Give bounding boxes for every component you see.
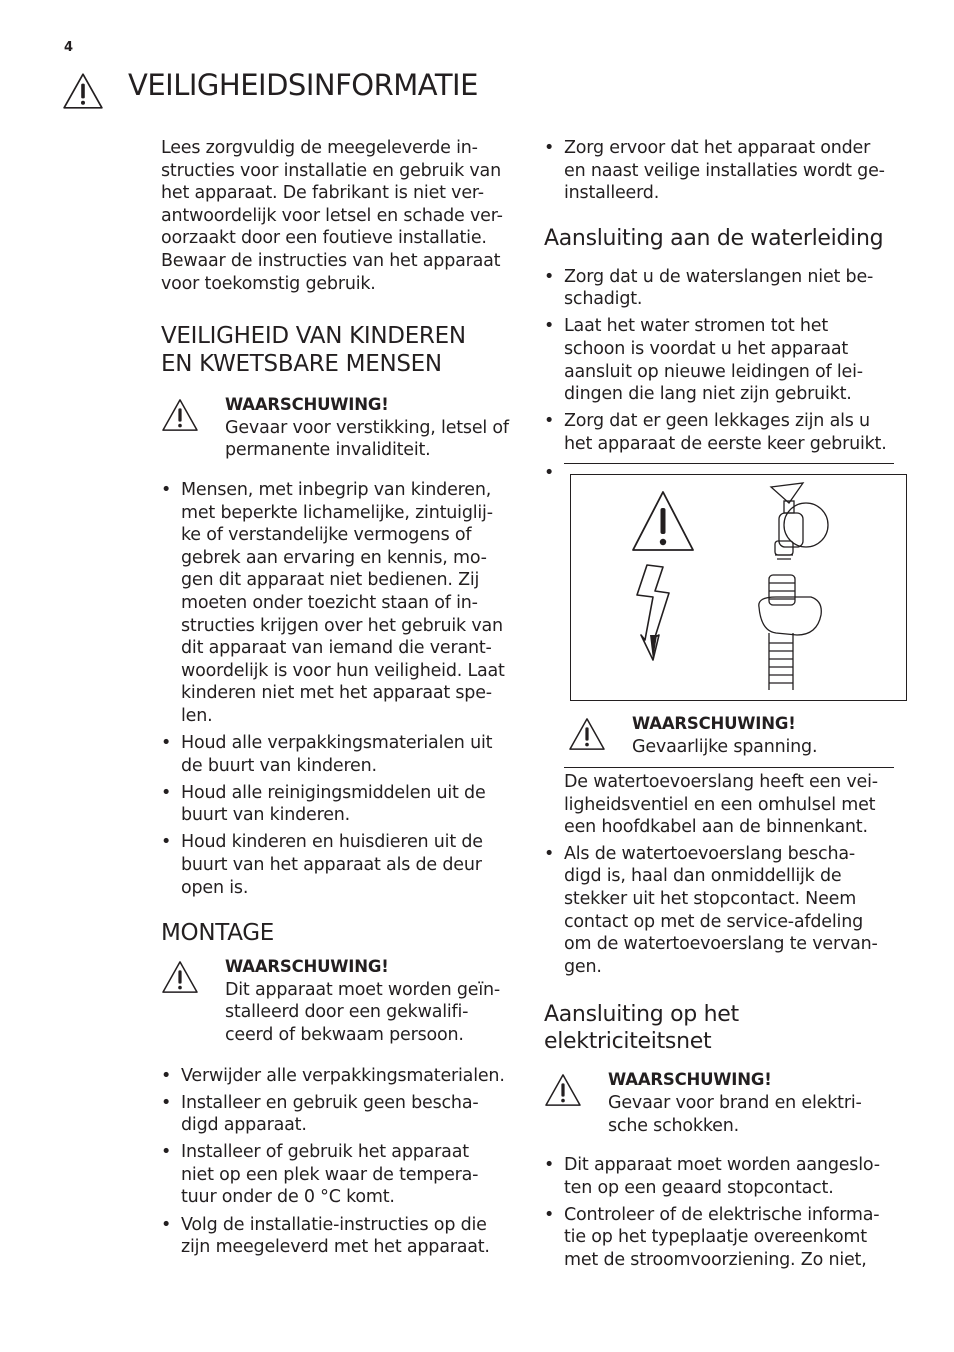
warning-block-electric	[544, 1069, 904, 1137]
list-item: • Zorg dat u de waterslangen niet be- schadigt.	[544, 266, 904, 311]
warning-triangle-icon	[633, 492, 693, 550]
warning-block-voltage	[568, 713, 898, 758]
list-item: • Houd kinderen en huisdieren uit de buurt van het apparaat als de deur open is.	[161, 831, 521, 899]
warning-title: WAARSCHUWING!	[608, 1070, 772, 1090]
intro-paragraph: Lees zorgvuldig de meegeleverde in- structies voor installatie en gebruik van het apparaat. De fabrikant is niet ver- antwoordelijk voor letsel en schade ver- oorzaakt door een foutieve installatie. Bewaar de instructies van het apparaat voor toekomstig gebruik.	[161, 138, 503, 294]
bullet-list-water	[544, 266, 904, 456]
section-heading-children: VEILIGHEID VAN KINDEREN EN KWETSBARE MENSEN	[161, 323, 466, 378]
warning-block-children	[161, 394, 521, 462]
warning-title: WAARSCHUWING!	[225, 395, 389, 415]
list-item: • Laat het water stromen tot het schoon is voordat u het apparaat aansluit op nieuwe leidingen of lei- dingen die lang niet zijn gebruikt.	[544, 315, 904, 405]
list-item: • Houd alle verpakkingsmaterialen uit de buurt van kinderen.	[161, 732, 521, 777]
list-item: • Volg de installatie-instructies op die zijn meegeleverd met het apparaat.	[161, 1214, 521, 1259]
left-column	[161, 137, 521, 1263]
warning-triangle-icon	[568, 717, 606, 751]
warning-triangle-icon	[161, 960, 199, 994]
figure-note: De watertoevoerslang heeft een vei- ligheidsventiel en een omhulsel met een hoofdkabel aan de binnenkant.	[564, 772, 878, 838]
list-item: • Installeer en gebruik geen bescha- digd apparaat.	[161, 1092, 521, 1137]
page-number: 4	[64, 40, 74, 55]
warning-block-montage	[161, 956, 521, 1046]
right-column-top	[544, 137, 904, 460]
right-column-bottom	[544, 771, 904, 1276]
bullet-list-hose	[544, 843, 904, 979]
page-title: VEILIGHEIDSINFORMATIE	[128, 68, 478, 102]
divider	[564, 463, 894, 464]
section-heading-electric: Aansluiting op het elektriciteitsnet	[544, 1002, 739, 1055]
water-tap-icon	[771, 483, 828, 559]
list-item: • Verwijder alle verpakkingsmaterialen.	[161, 1065, 521, 1088]
list-item: • Zorg dat er geen lekkages zijn als u het apparaat de eerste keer gebruikt.	[544, 410, 904, 455]
bullet-list-electric	[544, 1154, 904, 1271]
warning-text: Gevaar voor verstikking, letsel of permanente invaliditeit.	[225, 417, 509, 461]
figure-bullet: •	[544, 463, 555, 483]
list-item: • Controleer of de elektrische informa- tie op het typeplaatje overeenkomt met de stroomvoorziening. Zo niet,	[544, 1204, 904, 1272]
hose-figure	[570, 474, 907, 701]
warning-triangle-icon	[161, 398, 199, 432]
list-item: • Houd alle reinigingsmiddelen uit de buurt van kinderen.	[161, 782, 521, 827]
divider	[564, 767, 894, 768]
warning-title: WAARSCHUWING!	[225, 957, 389, 977]
bullet-list-top	[544, 137, 904, 205]
list-item: • Zorg ervoor dat het apparaat onder en naast veilige installaties wordt ge- installeerd.	[544, 137, 904, 205]
list-item: • Als de watertoevoerslang bescha- digd is, haal dan onmiddellijk de stekker uit het stopcontact. Neem contact op met de service-afdeling om de watertoevoerslang te vervan- gen.	[544, 843, 904, 979]
bullet-list-montage	[161, 1065, 521, 1259]
inlet-hose-icon	[759, 575, 821, 690]
section-heading-water: Aansluiting aan de waterleiding	[544, 225, 884, 251]
figure-warning-area	[568, 713, 898, 758]
list-item: • Mensen, met inbegrip van kinderen, met beperkte lichamelijke, zintuiglij- ke of verstandelijke vermogens of gebrek aan ervaring en kennis, mo- gen dit apparaat niet bedienen. Zij moeten onder toezicht staan of in- structies krijgen over het gebruik van dit apparaat van iemand die verant- woordelijk is voor hun veiligheid. Laat kinderen niet met het apparaat spe- len.	[161, 479, 521, 728]
section-heading-montage: MONTAGE	[161, 920, 275, 947]
list-item: • Dit apparaat moet worden aangeslo- ten op een geaard stopcontact.	[544, 1154, 904, 1199]
warning-text: Dit apparaat moet worden geïn- stalleerd door een gekwalifi- ceerd of bekwaam persoon.	[225, 979, 501, 1045]
lightning-bolt-icon	[637, 565, 669, 660]
warning-triangle-icon	[544, 1073, 582, 1107]
warning-triangle-icon	[62, 72, 104, 110]
warning-text: Gevaarlijke spanning.	[632, 736, 818, 757]
warning-title: WAARSCHUWING!	[632, 714, 796, 733]
warning-text: Gevaar voor brand en elektri- sche schokken.	[608, 1092, 862, 1136]
bullet-list-children	[161, 479, 521, 899]
list-item: • Installeer of gebruik het apparaat niet op een plek waar de tempera- tuur onder de 0 °C komt.	[161, 1141, 521, 1209]
